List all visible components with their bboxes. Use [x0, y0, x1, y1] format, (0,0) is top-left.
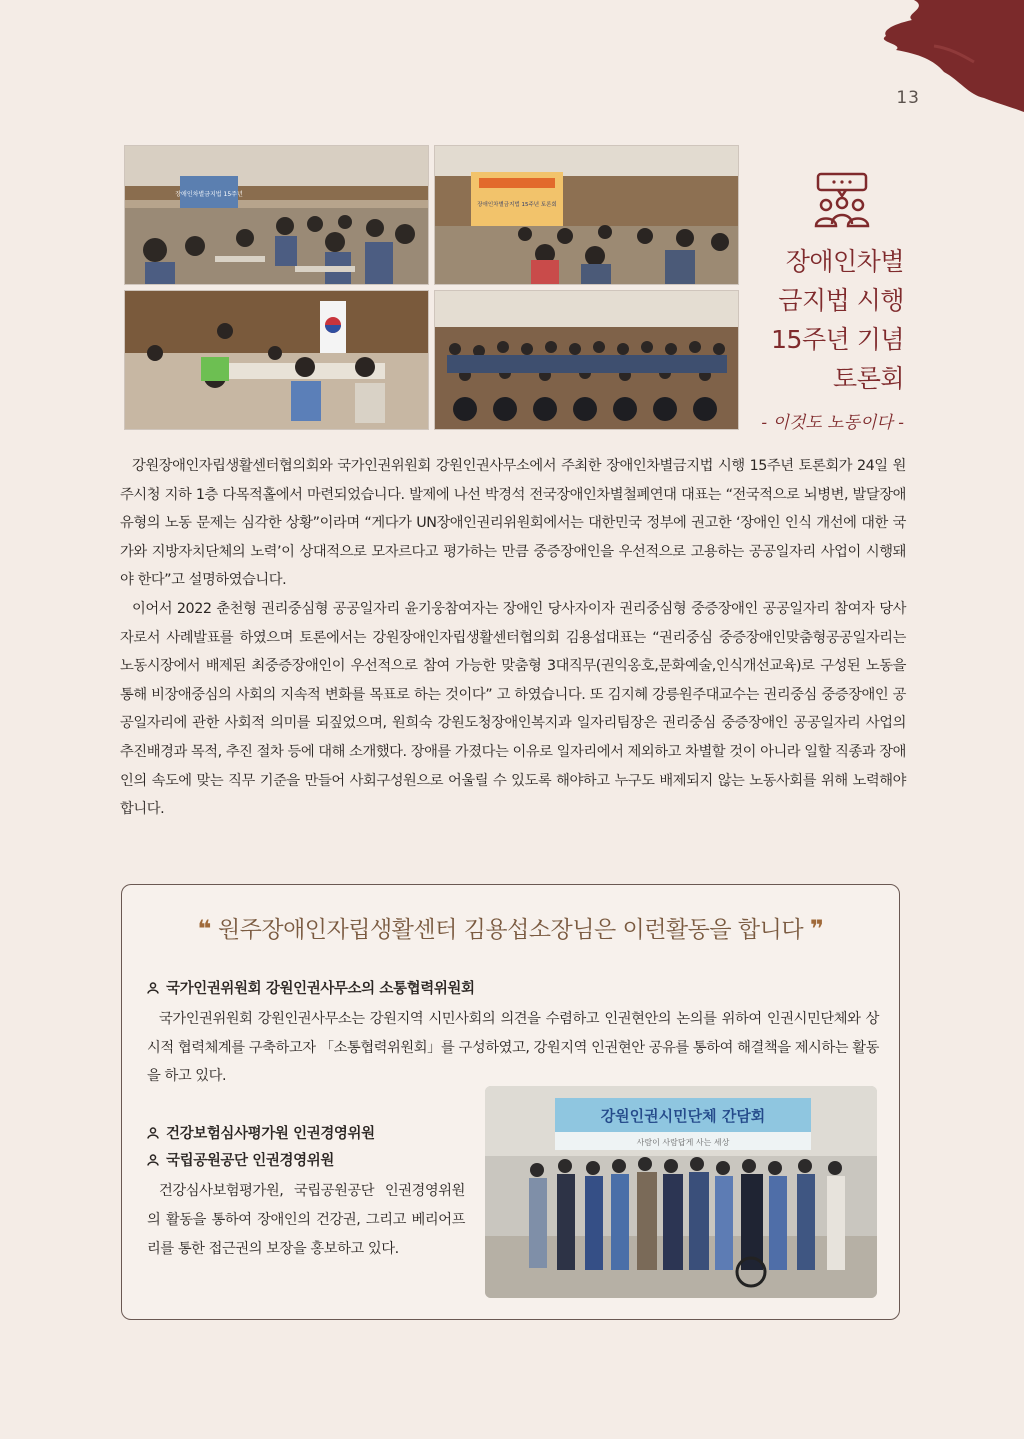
quote-open-icon: ❝: [197, 915, 212, 943]
profile-activity-box: [121, 884, 900, 1320]
page-number: 13: [896, 88, 920, 108]
section-text: 국가인권위원회 강원인권사무소는 강원지역 시민사회의 의견을 수렴하고 인권현안의 논의를 위하여 인권시민단체와 상시적 협력체계를 구축하고자 「소통협력위원회」를 구성하였고, 강원지역 인권현안 공유를 통하여 해결책을 제시하는 활동을 하고 있다.: [147, 1011, 879, 1084]
group-meeting-photo: [485, 1086, 877, 1298]
event-title-block: [748, 172, 904, 433]
screen-text: 장애인차별금지법 15주년 토론회: [477, 202, 557, 208]
section-text: 건강심사보험평가원, 국립공원공단 인권경영위원의 활동을 통하여 장애인의 건강권, 그리고 베리어프리를 통한 접근권의 보장을 홍보하고 있다.: [147, 1183, 465, 1257]
screen-text: 장애인차별금지법 15주년: [175, 191, 243, 198]
seminar-photo-1: [124, 145, 429, 285]
section-description-ethics: [147, 1177, 465, 1264]
article-body: [120, 452, 906, 824]
section-title-hira: [147, 1122, 375, 1143]
section-description-committee: [147, 1005, 879, 1091]
article-paragraph-2: 이어서 2022 춘천형 권리중심형 공공일자리 윤기웅참여자는 장애인 당사자이자 권리중심형 중증장애인 공공일자리 참여자 당사자로서 사례발표를 하였으며 토론에서는 강원장애인자립생활센터협의회 김용섭대표는 “권리중심 중증장애인맞춤형공공일자리는 노동시장에서 배제된 최중증장애인이 우선적으로 참여 가능한 맞춤형 3대직무(권익옹호,문화예술,인식개선교육)로 구성된 노동을 통해 비장애중심의 사회의 지속적 변화를 목표로 하는 것이다” 고 하였습니다. 또 김지혜 강릉원주대교수는 권리중심 중증장애인 공공일자리에 관한 사회적 의미를 되짚었으며, 원희숙 강원도청장애인복지과 일자리팀장은 권리중심 중증장애인 공공일자리 사업의 추진배경과 목적, 추진 절차 등에 대해 소개했다. 장애를 가졌다는 이유로 일자리에서 제외하고 차별할 것이 아니라 일할 직종과 장애인의 속도에 맞는 직무 기준을 만들어 사회구성원으로 어울릴 수 있도록 해야하고 누구도 배제되지 않는 노동사회를 위해 노력해야 합니다.: [120, 600, 906, 818]
section-title-text: 국립공원공단 인권경영위원: [166, 1153, 334, 1169]
section-title-text: 국가인권위원회 강원인권사무소의 소통협력위원회: [166, 981, 475, 997]
person-icon: [147, 1154, 159, 1166]
section-title-text: 건강보험심사평가원 인권경영위원: [166, 1126, 375, 1142]
banner-text: 강원인권시민단체 간담회: [600, 1107, 766, 1125]
box-heading-text: 원주장애인자립생활센터 김용섭소장님은 이런활동을 합니다: [217, 917, 804, 943]
seminar-photo-4: [434, 290, 739, 430]
seminar-photo-3: [124, 290, 429, 430]
person-icon: [147, 1127, 159, 1139]
person-icon: [147, 982, 159, 994]
event-subtitle: - 이것도 노동이다 -: [761, 413, 904, 433]
section-title-knps: [147, 1149, 334, 1170]
article-paragraph-1: 강원장애인자립생활센터협의회와 국가인권위원회 강원인권사무소에서 주최한 장애인차별금지법 시행 15주년 토론회가 24일 원주시청 지하 1층 다목적홀에서 마련되었습니다. 발제에 나선 박경석 전국장애인차별철폐연대 대표는 “전국적으로 뇌병변, 발달장애유형의 노동 문제는 심각한 상황”이라며 “게다가 UN장애인권리위원회에서는 대한민국 정부에 권고한 ‘장애인 인식 개선에 대한 국가와 지방자치단체의 노력’이 상대적으로 모자르다고 평가하는 만큼 중증장애인을 우선적으로 고용하는 공공일자리 사업이 시행돼야 한다”고 설명하였습니다.: [120, 458, 906, 589]
discussion-group-icon: [810, 172, 874, 230]
section-title-committee: [147, 977, 475, 998]
event-title: 장애인차별 금지법 시행 15주년 기념 토론회: [771, 247, 904, 393]
quote-close-icon: ❞: [809, 915, 824, 943]
box-heading: [122, 911, 899, 944]
seminar-photo-2: [434, 145, 739, 285]
banner-subtext: 사람이 사람답게 사는 세상: [636, 1138, 730, 1147]
